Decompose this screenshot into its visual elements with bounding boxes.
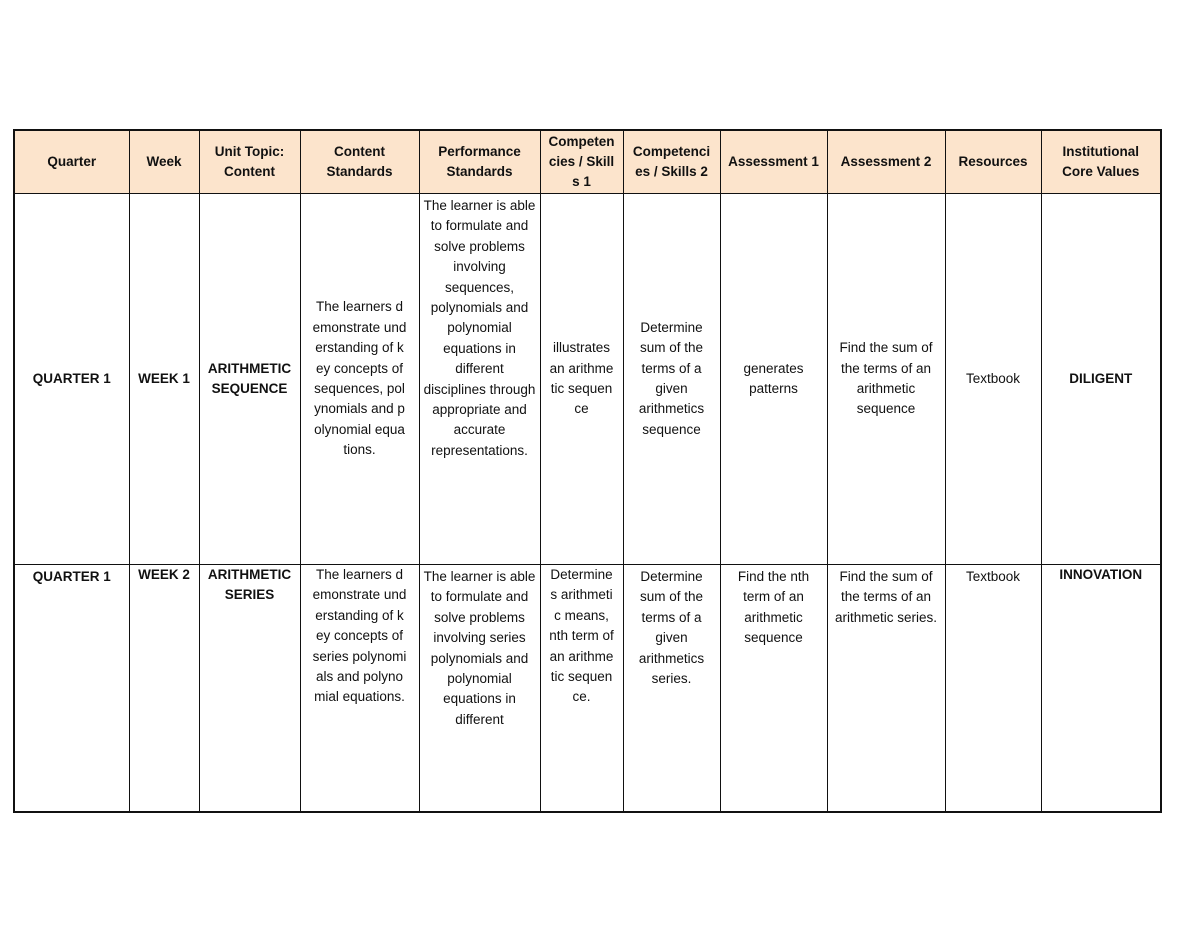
header-resources: Resources [945,130,1041,194]
header-competencies-1: Competencies / Skills 1 [540,130,623,194]
cell-core-values: DILIGENT [1041,194,1161,565]
header-content-standards: Content Standards [300,130,419,194]
header-performance-standards: Performance Standards [419,130,540,194]
cell-unit-topic: ARITHMETIC SEQUENCE [199,194,300,565]
cell-quarter: QUARTER 1 [14,565,129,813]
cell-assessment-2: Find the sum of the terms of an arithmetic sequence [827,194,945,565]
cell-unit-topic: ARITHMETIC SERIES [199,565,300,813]
header-assessment-2: Assessment 2 [827,130,945,194]
header-unit-topic: Unit Topic: Content [199,130,300,194]
cell-competencies-2: Determine sum of the terms of a given arithmetics sequence [623,194,720,565]
header-quarter: Quarter [14,130,129,194]
header-competencies-2: Competencies / Skills 2 [623,130,720,194]
cell-assessment-1: Find the nth term of an arithmetic sequence [720,565,827,813]
cell-resources: Textbook [945,565,1041,813]
cell-assessment-1: generates patterns [720,194,827,565]
cell-assessment-2: Find the sum of the terms of an arithmetic series. [827,565,945,813]
cell-performance-standards: The learner is able to formulate and solve problems involving series polynomials and polynomial equations in different [419,565,540,813]
cell-competencies-1: illustrates an arithmetic sequence [540,194,623,565]
cell-week: WEEK 1 [129,194,199,565]
cell-performance-standards: The learner is able to formulate and solve problems involving sequences, polynomials and polynomial equations in different disciplines through appropriate and accurate representations. [419,194,540,565]
cell-competencies-2: Determine sum of the terms of a given arithmetics series. [623,565,720,813]
table-row [14,194,1161,565]
header-assessment-1: Assessment 1 [720,130,827,194]
cell-core-values: INNOVATION [1041,565,1161,813]
curriculum-map-table [13,129,1162,813]
table-row [14,565,1161,813]
cell-week: WEEK 2 [129,565,199,813]
cell-competencies-1: Determines arithmetic means, nth term of an arithmetic sequence. [540,565,623,813]
cell-resources: Textbook [945,194,1041,565]
cell-content-standards: The learners demonstrate understanding of key concepts of sequences, polynomials and polynomial equations. [300,194,419,565]
header-week: Week [129,130,199,194]
cell-content-standards: The learners demonstrate understanding of key concepts of series polynomials and polynomial equations. [300,565,419,813]
header-core-values: Institutional Core Values [1041,130,1161,194]
cell-quarter: QUARTER 1 [14,194,129,565]
header-row [14,130,1161,194]
